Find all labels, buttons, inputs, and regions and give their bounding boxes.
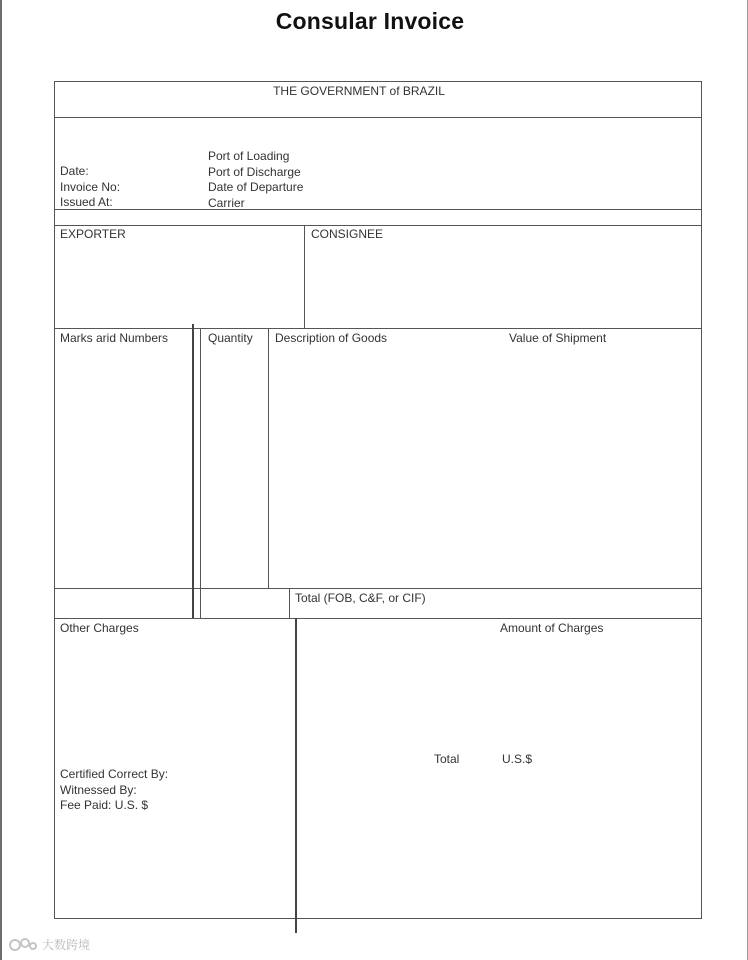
header-left-fields (60, 164, 120, 211)
fee-paid-label: Fee Paid: U.S. $ (60, 798, 149, 812)
witnessed-by-label: Witnessed By: (60, 782, 137, 797)
watermark-text: 大数跨境 (42, 938, 91, 952)
carrier-label: Carrier (208, 195, 245, 210)
watermark-logo-icon (8, 937, 38, 953)
total-terms-label: Total (FOB, C&F, or CIF) (295, 591, 426, 605)
government-label: THE GOVERNMENT of BRAZIL (273, 84, 445, 98)
divider (54, 225, 702, 226)
divider (54, 328, 702, 329)
column-divider (295, 618, 297, 933)
divider (54, 209, 702, 210)
column-divider (192, 324, 194, 618)
consignee-label: CONSIGNEE (311, 227, 384, 241)
column-divider (268, 328, 269, 588)
divider (54, 618, 702, 619)
column-divider (304, 225, 305, 329)
value-of-shipment-header: Value of Shipment (509, 331, 607, 345)
divider (54, 117, 702, 118)
column-divider (200, 328, 201, 618)
certification-block (60, 767, 168, 814)
description-of-goods-header: Description of Goods (275, 331, 388, 345)
column-divider (289, 588, 290, 618)
quantity-header: Quantity (208, 331, 253, 345)
issued-at-label: Issued At: (60, 195, 113, 209)
port-of-discharge-label: Port of Discharge (208, 164, 301, 179)
document-title: Consular Invoice (275, 8, 465, 34)
divider (54, 588, 702, 589)
exporter-label: EXPORTER (60, 227, 126, 241)
other-charges-label: Other Charges (60, 621, 139, 635)
date-label: Date: (60, 164, 89, 178)
currency-label: U.S.$ (502, 752, 533, 766)
header-right-fields (208, 149, 303, 211)
watermark (8, 936, 90, 953)
invoice-no-label: Invoice No: (60, 179, 121, 194)
page-edge (0, 0, 2, 960)
total-label: Total (434, 752, 460, 766)
date-of-departure-label: Date of Departure (208, 180, 304, 194)
marks-and-numbers-header: Marks arid Numbers (60, 331, 169, 345)
amount-of-charges-label: Amount of Charges (500, 621, 604, 635)
port-of-loading-label: Port of Loading (208, 149, 290, 163)
certified-correct-by-label: Certified Correct By: (60, 767, 169, 781)
